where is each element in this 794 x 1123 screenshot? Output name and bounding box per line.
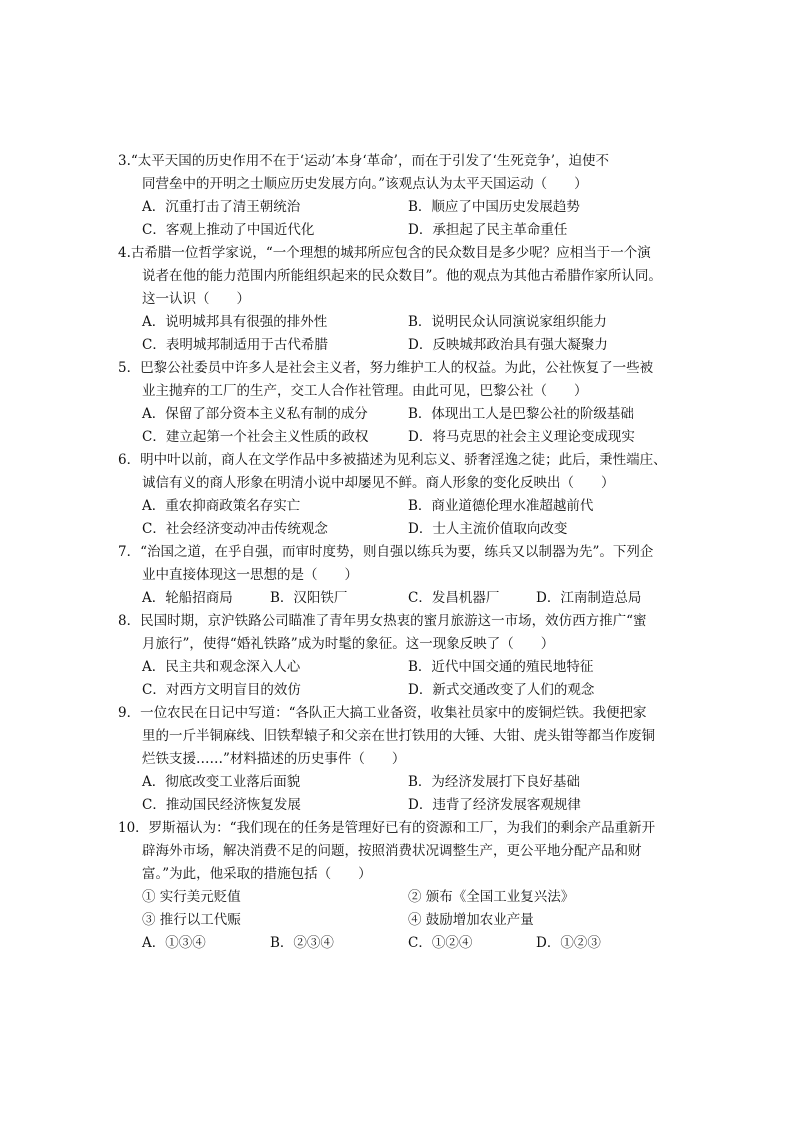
option-row [118,932,678,955]
answer-option: B．汉阳铁厂 [270,590,348,606]
answer-option: D．①②③ [536,935,601,951]
answer-option: D．违背了经济发展客观规律 [408,797,581,813]
question-q8 [118,610,678,702]
question-stem-line: 月旅行”，使得“婚礼铁路”成为时髦的象征。这一现象反映了（ ） [142,636,555,652]
question-stem-line: 业中直接体现这一思想的是（ ） [142,567,358,583]
answer-option: C．社会经济变动冲击传统观念 [142,521,328,537]
answer-option: D．江南制造总局 [536,590,642,606]
answer-option: D．新式交通改变了人们的观念 [408,682,595,698]
question-stem-line: 说者在他的能力范围内所能组织起来的民众数目”。他的观点为其他古希腊作家所认同。 [142,268,662,284]
answer-option: D．将马克思的社会主义理论变成现实 [408,429,635,445]
question-q5 [118,357,678,449]
question-stem-line: 烂铁支援……”材料描述的历史事件（ ） [142,751,406,767]
answer-option: A．彻底改变工业落后面貌 [142,774,301,790]
question-q10 [118,817,678,955]
answer-option: C．客观上推动了中国近代化 [142,222,315,238]
option-row [118,794,678,817]
answer-option: D．反映城邦政治具有强大凝聚力 [408,337,608,353]
question-stem-line: 业主抛弃的工厂的生产，交工人合作社管理。由此可见，巴黎公社（ ） [142,383,588,399]
answer-option: B．说明民众认同演说家组织能力 [408,314,607,330]
answer-option: A．重农抑商政策名存实亡 [142,498,301,514]
option-row [118,771,678,794]
answer-option: C．表明城邦制适用于古代希腊 [142,337,328,353]
question-q4 [118,242,678,357]
answer-option: B．近代中国交通的殖民地特征 [408,659,594,675]
answer-option: C．推动国民经济恢复发展 [142,797,301,813]
option-row [118,196,678,219]
answer-option: ③ 推行以工代赈 [142,912,241,928]
question-q3 [118,150,678,242]
question-stem-line: 5．巴黎公社委员中许多人是社会主义者，努力维护工人的权益。为此，公社恢复了一些被 [118,360,654,376]
question-stem-line: 这一认识（ ） [142,291,250,307]
answer-option: ① 实行美元贬值 [142,889,241,905]
question-stem-line: 诚信有义的商人形象在明清小说中却屡见不鲜。商人形象的变化反映出（ ） [142,475,615,491]
option-row [118,495,678,518]
answer-option: A．沉重打击了清王朝统治 [142,199,301,215]
option-row [118,587,678,610]
option-row [118,311,678,334]
option-row [118,518,678,541]
answer-option: D．承担起了民主革命重任 [408,222,568,238]
answer-option: C．对西方文明盲目的效仿 [142,682,301,698]
question-stem-line: 9．一位农民在日记中写道：“各队正大搞工业备资，收集社员家中的废铜烂铁。我便把家 [118,705,647,721]
answer-option: A．①③④ [142,935,206,951]
option-row [118,886,678,909]
question-stem-line: 辟海外市场，解决消费不足的问题，按照消费状况调整生产，更公平地分配产品和财 [142,843,642,859]
answer-option: B．②③④ [270,935,334,951]
answer-option: B．商业道德伦理水准超越前代 [408,498,594,514]
answer-option: B．顺应了中国历史发展趋势 [408,199,580,215]
option-row [118,403,678,426]
answer-option: C．①②④ [408,935,473,951]
option-row [118,656,678,679]
question-stem-line: 6．明中叶以前，商人在文学作品中多被描述为见利忘义、骄奢淫逸之徒；此后，秉性端庄、 [118,452,667,468]
question-stem-line: 4.古希腊一位哲学家说，“一个理想的城邦所应包含的民众数目是多少呢？应相当于一个演 [118,245,651,261]
option-row [118,426,678,449]
question-stem-line: 里的一斤半铜麻线、旧铁犁辕子和父亲在世打铁用的大锤、大钳、虎头钳等都当作废铜 [142,728,655,744]
answer-option: D．士人主流价值取向改变 [408,521,568,537]
option-row [118,679,678,702]
answer-option: ④ 鼓励增加农业产量 [408,912,534,928]
answer-option: A．保留了部分资本主义私有制的成分 [142,406,368,422]
answer-option: ② 颁布《全国工业复兴法》 [408,889,575,905]
question-stem-line: 3.“太平天国的历史作用不在于‘运动’本身‘革命’，而在于引发了‘生死竞争’，迫使不 [118,153,610,169]
option-row [118,334,678,357]
option-row [118,909,678,932]
answer-option: B．为经济发展打下良好基础 [408,774,580,790]
answer-option: A．轮船招商局 [142,590,233,606]
answer-option: A．民主共和观念深入人心 [142,659,301,675]
question-stem-line: 10．罗斯福认为：“我们现在的任务是管理好已有的资源和工厂，为我们的剩余产品重新开 [118,820,656,836]
answer-option: C．建立起第一个社会主义性质的政权 [142,429,369,445]
question-stem-line: 富。”为此，他采取的措施包括（ ） [142,866,372,882]
question-q9 [118,702,678,817]
question-stem-line: 7．“治国之道，在乎自强，而审时度势，则自强以练兵为要，练兵又以制器为先”。下列企 [118,544,654,560]
question-stem-line: 8．民国时期，京沪铁路公司瞄准了青年男女热衷的蜜月旅游这一市场，效仿西方推广“蜜 [118,613,647,629]
question-q6 [118,449,678,541]
option-row [118,219,678,242]
answer-option: A．说明城邦具有很强的排外性 [142,314,328,330]
answer-option: C．发昌机器厂 [408,590,500,606]
question-q7 [118,541,678,610]
answer-option: B．体现出工人是巴黎公社的阶级基础 [408,406,634,422]
question-stem-line: 同营垒中的开明之士顺应历史发展方向。”该观点认为太平天国运动（ ） [142,176,588,192]
